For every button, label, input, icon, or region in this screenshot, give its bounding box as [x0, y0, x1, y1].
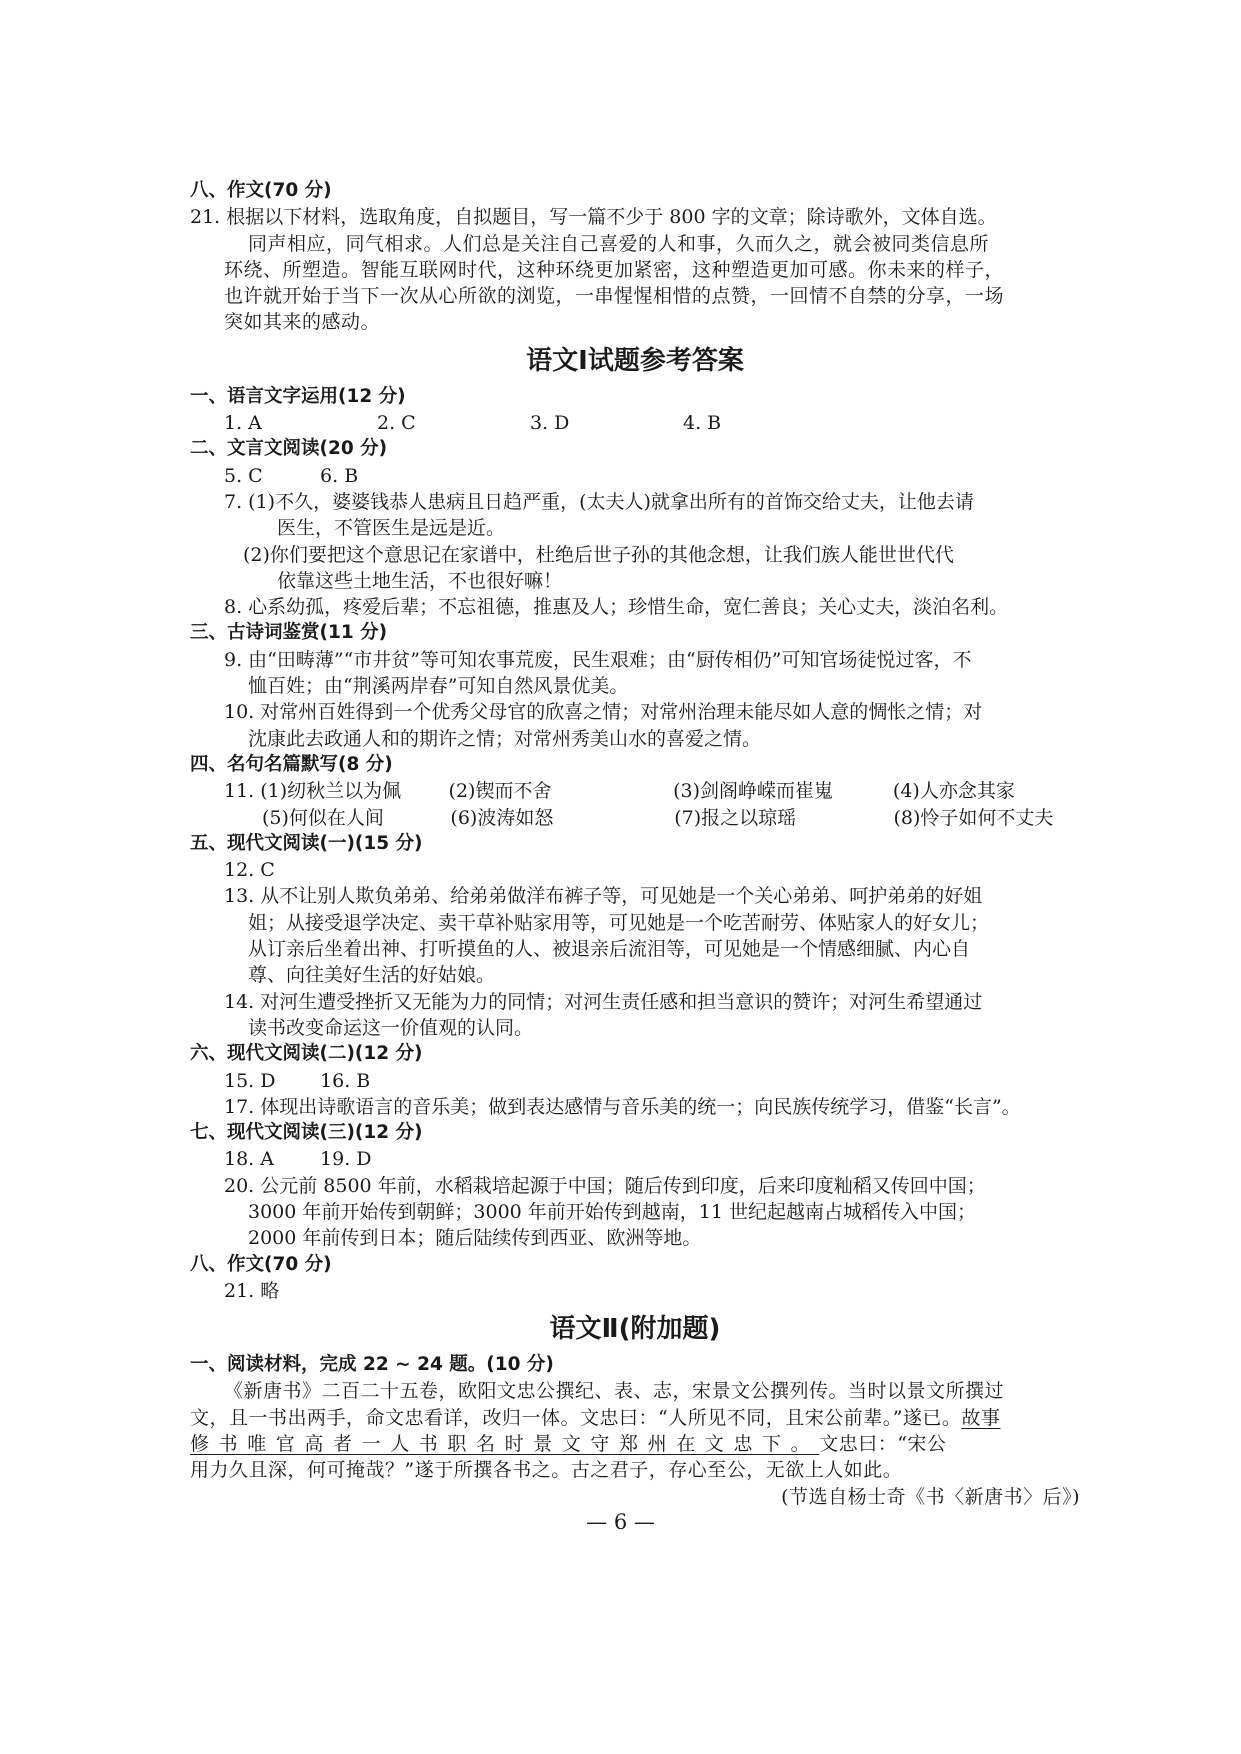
answer-line: 9. 由“田畴薄”“市井贫”等可知农事荒废，民生艰难；由“厨传相仍”可知官场徒悦过客，不 [224, 648, 972, 671]
answer-line: (2)你们要把这个意思记在家谱中，杜绝后世子孙的其他念想，让我们族人能世世代代 [243, 543, 954, 566]
passage-line: 《新唐书》二百二十五卷，欧阳文忠公撰纪、表、志，宋景文公撰列传。当时以景文所撰过 [224, 1380, 1005, 1403]
section-heading: 八、作文(70 分) [190, 1253, 332, 1275]
passage-underlined-text: 修书唯官高者一人书职名时景文守郑州在文忠下。 [190, 1433, 820, 1456]
answer-line: 13. 从不让别人欺负弟弟、给弟弟做洋布裤子等，可见她是一个关心弟弟、呵护弟弟的好姐 [224, 885, 983, 908]
answer-row [190, 1146, 1080, 1172]
section-heading: 三、古诗词鉴赏(11 分) [190, 622, 388, 644]
answer-item: 16. B [320, 1069, 371, 1092]
answer-item: (3)剑阁峥嵘而崔嵬 [673, 780, 833, 803]
section-heading: 四、名句名篇默写(8 分) [190, 753, 393, 775]
writing-question: 21. 根据以下材料，选取角度，自拟题目，写一篇不少于 800 字的文章；除诗歌外，文体自选。 [190, 206, 997, 229]
answer-item: 3. D [530, 412, 570, 435]
answer-line: 21. 略 [224, 1279, 280, 1302]
section-heading: 一、语言文字运用(12 分) [190, 385, 406, 407]
answer-item: (8)怜子如何不丈夫 [893, 806, 1054, 829]
answer-item: 1. A [224, 412, 262, 435]
answer-item: (7)报之以琼瑶 [674, 806, 797, 829]
answer-line: 姐；从接受退学决定、卖干草补贴家用等，可见她是一个吃苦耐劳、体贴家人的好女儿； [248, 911, 990, 934]
writing-material-line: 同声相应，同气相求。人们总是关注自己喜爱的人和事，久而久之，就会被同类信息所 [248, 232, 990, 255]
section-heading: 一、阅读材料，完成 22 ~ 24 题。(10 分) [190, 1354, 554, 1376]
answer-row [190, 778, 1080, 804]
section-heading: 五、现代文阅读(一)(15 分) [190, 832, 423, 854]
answer-item: 6. B [320, 464, 359, 487]
passage-line: 用力久且深，何可掩哉？”遂于所撰各书之。古之君子，存心至公，无欲上人如此。 [190, 1459, 903, 1482]
answer-line: 从订亲后坐着出神、打听摸鱼的人、被退亲后流泪等，可见她是一个情感细腻、内心自 [248, 938, 971, 961]
answer-item: (4)人亦念其家 [892, 780, 1015, 803]
answer-line: 读书改变命运这一价值观的认同。 [248, 1016, 534, 1039]
passage-text: 文忠曰：“宋公 [819, 1433, 947, 1456]
answer-line: 7. (1)不久，婆婆钱恭人患病且日趋严重，(太夫人)就拿出所有的首饰交给丈夫，让他去请 [224, 490, 974, 513]
answer-item: 2. C [377, 412, 416, 435]
writing-material-line: 突如其来的感动。 [224, 311, 381, 334]
answer-line: 依靠这些土地生活，不也很好嘛！ [277, 569, 563, 592]
answer-item: 5. C [224, 464, 263, 487]
answer-line: 8. 心系幼孤，疼爱后辈；不忘祖德，推惠及人；珍惜生命，宽仁善良；关心丈夫，淡泊名利。 [224, 596, 1009, 619]
passage-line [190, 1405, 1080, 1431]
page-number: — 6 — [586, 1510, 655, 1534]
writing-heading: 八、作文(70 分) [190, 180, 332, 201]
answer-item: 11. (1)纫秋兰以为佩 [224, 780, 402, 803]
answer-row [190, 463, 1080, 489]
section-heading: 七、现代文阅读(三)(12 分) [190, 1122, 423, 1144]
page-content [190, 178, 1080, 1510]
answer-line: 尊、向往美好生活的好姑娘。 [248, 964, 496, 987]
answer-line: 10. 对常州百姓得到一个优秀父母官的欣喜之情；对常州治理未能尽如人意的惆怅之情；对 [224, 701, 983, 724]
answer-row [190, 410, 1080, 436]
writing-material-line: 环绕、所塑造。智能互联网时代，这种环绕更加紧密，这种塑造更加可感。你未来的样子， [224, 258, 1005, 281]
section-heading: 六、现代文阅读(二)(12 分) [190, 1043, 423, 1065]
answer-line: 3000 年前开始传到朝鲜；3000 年前开始传到越南，11 世纪起越南占城稻传入中国； [248, 1200, 977, 1223]
answer-line: 14. 对河生遭受挫折又无能为力的同情；对河生责任感和担当意识的赞许；对河生希望通过 [224, 990, 983, 1013]
answer-line: 恤百姓；由“荆溪两岸春”可知自然风景优美。 [248, 675, 629, 698]
passage-line [190, 1431, 1080, 1457]
answer-row [190, 1068, 1080, 1094]
answer-line: 医生，不管医生是远是近。 [277, 517, 506, 540]
answer-item: 4. B [683, 412, 722, 435]
answer-item: 19. D [320, 1148, 372, 1171]
passage-underlined-text: 故事 [961, 1406, 1001, 1429]
answer-item: 15. D [224, 1069, 276, 1092]
writing-material-line: 也许就开始于当下一次从心所欲的浏览，一串惺惺相惜的点赞，一回情不自禁的分享，一场 [224, 285, 1005, 308]
answer-item: (5)何似在人间 [262, 806, 384, 829]
passage-source: (节选自杨士奇《书〈新唐书〉后》) [781, 1485, 1080, 1508]
extra-title: 语文Ⅱ(附加题) [549, 1314, 721, 1345]
answer-line: 2000 年前传到日本；随后陆续传到西亚、欧洲等地。 [248, 1227, 702, 1250]
answer-row [190, 805, 1080, 831]
answer-line: 17. 体现出诗歌语言的音乐美；做到表达感情与音乐美的统一；向民族传统学习，借鉴“长言”。 [224, 1095, 1021, 1118]
answers-title: 语文Ⅰ试题参考答案 [526, 345, 744, 376]
answer-line: 12. C [224, 859, 275, 882]
answer-line: 20. 公元前 8500 年前，水稻栽培起源于中国；随后传到印度，后来印度籼稻又传回中国； [224, 1174, 986, 1197]
answer-item: (2)锲而不舍 [448, 780, 552, 803]
section-heading: 二、文言文阅读(20 分) [190, 438, 388, 460]
passage-text: 文，且一书出两手，命文忠看详，改归一体。文忠曰：“人所见不同，且宋公前辈。”遂已。 [190, 1406, 962, 1429]
answer-item: 18. A [224, 1148, 274, 1171]
answer-line: 沈康此去政通人和的期许之情；对常州秀美山水的喜爱之情。 [248, 727, 762, 750]
answer-item: (6)波涛如怒 [450, 806, 554, 829]
